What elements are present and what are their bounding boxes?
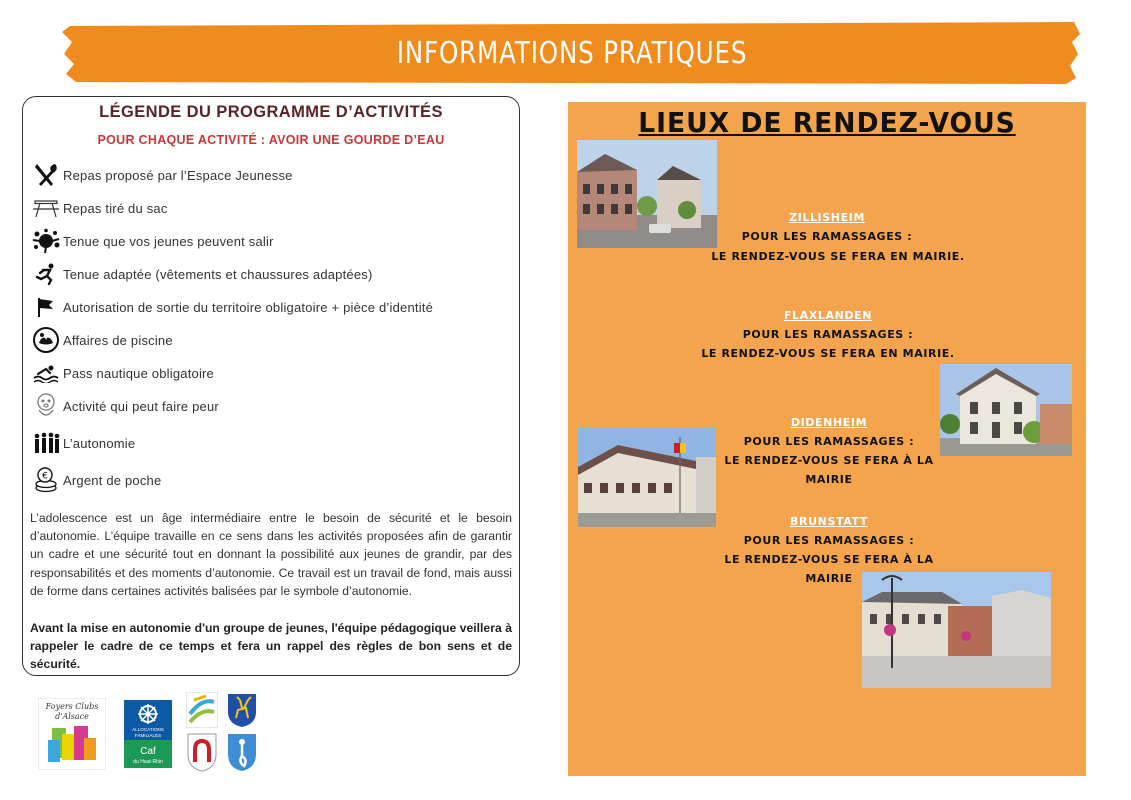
place-name: DIDENHEIM — [790, 416, 868, 429]
legend-item — [31, 260, 373, 288]
municipal-logo-1 — [186, 692, 218, 728]
place-zillisheim-rdv — [688, 247, 988, 266]
legend-subtitle: POUR CHAQUE ACTIVITÉ : AVOIR UNE GOURDE D’EAU — [97, 133, 445, 147]
legend-item-label: Tenue adaptée (vêtements et chaussures adaptées) — [63, 266, 373, 282]
page-title: INFORMATIONS PRATIQUES — [396, 35, 748, 71]
header-banner — [62, 20, 1082, 86]
place-line: LE RENDEZ-VOUS SE FERA EN MAIRIE. — [701, 347, 955, 360]
runner-icon — [31, 260, 61, 288]
coat-of-arms-horseshoe-icon — [186, 732, 218, 772]
legend-title: LÉGENDE DU PROGRAMME D’ACTIVITÉS — [99, 103, 443, 121]
legend-item-label: Repas tiré du sac — [63, 200, 168, 216]
coat-of-arms-mermaid-icon — [226, 732, 258, 772]
caf-logo-line2: FAMILIALES — [134, 733, 162, 738]
coat-of-arms-deer-icon — [226, 692, 258, 728]
caf-logo-line4: du Haut-Rhin — [133, 759, 163, 765]
place-line: POUR LES RAMASSAGES : — [742, 328, 914, 341]
legend-item-label: Affaires de piscine — [63, 332, 173, 348]
photo-brunstatt — [862, 572, 1051, 688]
fork-knife-icon — [31, 161, 61, 189]
place-line: LE RENDEZ-VOUS SE FERA À LA — [724, 553, 934, 566]
legend-item — [31, 227, 274, 255]
legend-paragraph-bold: Avant la mise en autonomie d'un groupe de jeunes, l'équipe pédagogique veillera à rappeler le cadre de ce temps et fera un rappel des règles de bon sens et de sécurité. — [30, 621, 512, 672]
photo-didenheim — [578, 427, 716, 527]
place-name: BRUNSTATT — [790, 515, 868, 528]
caf-logo-line1: ALLOCATIONS — [132, 727, 164, 732]
svg-text:€: € — [42, 471, 48, 482]
place-line: MAIRIE — [805, 572, 853, 585]
scared-face-icon — [31, 392, 61, 420]
legend-item-label: Autorisation de sortie du territoire obligatoire + pièce d’identité — [63, 299, 434, 315]
legend-item — [31, 429, 135, 457]
photo-zillisheim — [577, 140, 717, 248]
coins-icon — [31, 466, 61, 494]
place-line: POUR LES RAMASSAGES : — [743, 534, 915, 547]
caf-logo — [124, 700, 172, 768]
place-line: POUR LES RAMASSAGES : — [741, 230, 913, 243]
legend-item — [31, 194, 168, 222]
legend-paragraph: L’adolescence est un âge intermédiaire entre le besoin de sécurité et le besoin d’autonomie. L’équipe travaille en ce sens dans les activités proposées afin de garantir un cadre et une sécurité tout en donnant la possibilité aux jeunes de grandir, par des responsabilités et des moments d’autonomie. Ce travail est un travail de fond, mais aussi de forme dans certaines activités balisées par le symbole d’autonomie. — [30, 511, 512, 598]
place-line: MAIRIE — [805, 473, 853, 486]
place-line: LE RENDEZ-VOUS SE FERA À LA — [724, 454, 934, 467]
group-people-icon — [31, 429, 61, 457]
caf-logo-line3: Caf — [140, 746, 156, 757]
picnic-table-icon — [31, 194, 61, 222]
place-name: ZILLISHEIM — [789, 211, 865, 224]
meeting-panel — [568, 102, 1086, 776]
legend-item — [31, 359, 214, 387]
legend-item-label: Repas proposé par l’Espace Jeunesse — [63, 167, 293, 183]
legend-box — [22, 96, 520, 676]
legend-item — [31, 326, 173, 354]
legend-item — [31, 392, 219, 420]
legend-item — [31, 293, 433, 321]
foyers-logo-line1: Foyers Clubs — [45, 702, 99, 711]
legend-item-label: L’autonomie — [63, 435, 136, 451]
legend-item-label: Tenue que vos jeunes peuvent salir — [63, 233, 274, 249]
place-name: FLAXLANDEN — [783, 309, 873, 322]
swim-gear-icon — [31, 326, 61, 354]
photo-flaxlanden — [940, 364, 1072, 456]
place-flaxlanden — [688, 306, 968, 363]
legend-item — [31, 466, 161, 494]
flag-icon — [31, 293, 61, 321]
place-line: POUR LES RAMASSAGES : — [743, 435, 915, 448]
place-didenheim — [718, 413, 940, 489]
foyers-clubs-logo — [38, 698, 106, 770]
swimmer-icon — [31, 359, 61, 387]
foyers-logo-line2: d'Alsace — [55, 712, 89, 721]
place-line: LE RENDEZ-VOUS SE FERA EN MAIRIE. — [711, 250, 965, 263]
place-zillisheim — [718, 208, 936, 246]
legend-item-label: Pass nautique obligatoire — [63, 365, 214, 381]
legend-item-label: Argent de poche — [63, 472, 162, 488]
legend-item-label: Activité qui peut faire peur — [63, 398, 219, 414]
paint-splash-icon — [31, 227, 61, 255]
meeting-title: LIEUX DE RENDEZ-VOUS — [638, 106, 1016, 139]
legend-item — [31, 161, 293, 189]
